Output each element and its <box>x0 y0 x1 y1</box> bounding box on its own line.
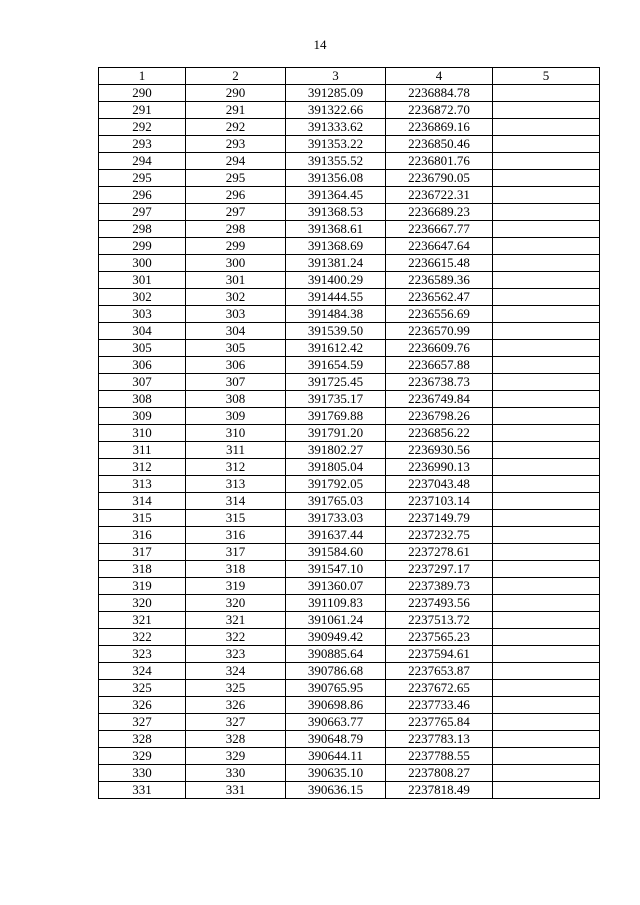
table-row <box>99 629 600 646</box>
table-cell-col-4: 2236722.31 <box>386 187 493 204</box>
table-row <box>99 782 600 799</box>
table-cell-col-4: 2236749.84 <box>386 391 493 408</box>
table-cell-col-5 <box>493 680 600 697</box>
table-cell-col-4: 2237103.14 <box>386 493 493 510</box>
table-cell-col-1: 327 <box>99 714 186 731</box>
page-number: 14 <box>313 37 327 52</box>
table-cell-col-5 <box>493 493 600 510</box>
table-row <box>99 340 600 357</box>
table-cell-col-3: 391802.27 <box>286 442 386 459</box>
table-cell-col-5 <box>493 731 600 748</box>
table-cell-col-3: 391765.03 <box>286 493 386 510</box>
table-cell-col-2: 299 <box>186 238 286 255</box>
table-cell-col-4: 2236570.99 <box>386 323 493 340</box>
table-cell-col-1: 296 <box>99 187 186 204</box>
table-cell-col-4: 2236615.48 <box>386 255 493 272</box>
table-cell-col-5 <box>493 374 600 391</box>
column-header-3: 3 <box>286 68 386 85</box>
table-row <box>99 442 600 459</box>
table-cell-col-1: 319 <box>99 578 186 595</box>
table-cell-col-2: 301 <box>186 272 286 289</box>
table-cell-col-2: 326 <box>186 697 286 714</box>
table-cell-col-5 <box>493 663 600 680</box>
table-cell-col-3: 391444.55 <box>286 289 386 306</box>
table-row <box>99 357 600 374</box>
table-cell-col-3: 391360.07 <box>286 578 386 595</box>
table-cell-col-5 <box>493 340 600 357</box>
table-cell-col-3: 391285.09 <box>286 85 386 102</box>
table-cell-col-1: 293 <box>99 136 186 153</box>
table-cell-col-4: 2236657.88 <box>386 357 493 374</box>
table-cell-col-1: 300 <box>99 255 186 272</box>
table-cell-col-4: 2236667.77 <box>386 221 493 238</box>
table-cell-col-1: 310 <box>99 425 186 442</box>
table-cell-col-1: 301 <box>99 272 186 289</box>
column-header-2: 2 <box>186 68 286 85</box>
table-cell-col-3: 391725.45 <box>286 374 386 391</box>
table-cell-col-1: 318 <box>99 561 186 578</box>
table-cell-col-5 <box>493 85 600 102</box>
table-cell-col-1: 320 <box>99 595 186 612</box>
table-cell-col-3: 391584.60 <box>286 544 386 561</box>
table-cell-col-2: 314 <box>186 493 286 510</box>
table-cell-col-2: 328 <box>186 731 286 748</box>
table-cell-col-2: 302 <box>186 289 286 306</box>
table-row <box>99 731 600 748</box>
table-cell-col-1: 325 <box>99 680 186 697</box>
table-row <box>99 527 600 544</box>
table-cell-col-3: 390885.64 <box>286 646 386 663</box>
table-cell-col-4: 2237808.27 <box>386 765 493 782</box>
table-row <box>99 697 600 714</box>
table-row <box>99 170 600 187</box>
table-cell-col-3: 390635.10 <box>286 765 386 782</box>
table-cell-col-3: 391769.88 <box>286 408 386 425</box>
table-cell-col-1: 316 <box>99 527 186 544</box>
table-cell-col-2: 322 <box>186 629 286 646</box>
table-cell-col-5 <box>493 187 600 204</box>
table-row <box>99 544 600 561</box>
coordinates-table <box>98 67 600 799</box>
table-cell-col-2: 303 <box>186 306 286 323</box>
table-row <box>99 153 600 170</box>
table-row <box>99 612 600 629</box>
table-cell-col-4: 2236647.64 <box>386 238 493 255</box>
table-cell-col-2: 294 <box>186 153 286 170</box>
table-cell-col-4: 2236738.73 <box>386 374 493 391</box>
table-cell-col-5 <box>493 289 600 306</box>
table-cell-col-1: 291 <box>99 102 186 119</box>
table-cell-col-3: 390636.15 <box>286 782 386 799</box>
table-row <box>99 680 600 697</box>
table-cell-col-2: 327 <box>186 714 286 731</box>
table-cell-col-2: 305 <box>186 340 286 357</box>
table-cell-col-4: 2236869.16 <box>386 119 493 136</box>
table-cell-col-5 <box>493 255 600 272</box>
table-row <box>99 238 600 255</box>
table-cell-col-4: 2237389.73 <box>386 578 493 595</box>
table-cell-col-3: 390663.77 <box>286 714 386 731</box>
table-cell-col-4: 2236589.36 <box>386 272 493 289</box>
table-cell-col-4: 2236790.05 <box>386 170 493 187</box>
table-cell-col-2: 304 <box>186 323 286 340</box>
table-row <box>99 408 600 425</box>
table-row <box>99 476 600 493</box>
table-cell-col-5 <box>493 442 600 459</box>
table-cell-col-4: 2237594.61 <box>386 646 493 663</box>
table-cell-col-3: 390644.11 <box>286 748 386 765</box>
table-cell-col-5 <box>493 459 600 476</box>
table-cell-col-3: 391355.52 <box>286 153 386 170</box>
table-cell-col-2: 317 <box>186 544 286 561</box>
table-cell-col-1: 315 <box>99 510 186 527</box>
table-cell-col-5 <box>493 578 600 595</box>
table-cell-col-3: 391381.24 <box>286 255 386 272</box>
table-cell-col-4: 2237232.75 <box>386 527 493 544</box>
table-cell-col-2: 331 <box>186 782 286 799</box>
table-cell-col-1: 305 <box>99 340 186 357</box>
table-cell-col-5 <box>493 510 600 527</box>
table-row <box>99 748 600 765</box>
table-cell-col-3: 390648.79 <box>286 731 386 748</box>
table-cell-col-2: 312 <box>186 459 286 476</box>
table-cell-col-2: 329 <box>186 748 286 765</box>
table-cell-col-2: 319 <box>186 578 286 595</box>
table-cell-col-2: 325 <box>186 680 286 697</box>
table-cell-col-3: 391322.66 <box>286 102 386 119</box>
table-cell-col-3: 391400.29 <box>286 272 386 289</box>
table-cell-col-1: 294 <box>99 153 186 170</box>
table-cell-col-2: 291 <box>186 102 286 119</box>
table-cell-col-5 <box>493 595 600 612</box>
table-cell-col-3: 391654.59 <box>286 357 386 374</box>
table-cell-col-5 <box>493 765 600 782</box>
table-cell-col-1: 303 <box>99 306 186 323</box>
table-cell-col-2: 309 <box>186 408 286 425</box>
table-cell-col-3: 391061.24 <box>286 612 386 629</box>
table-cell-col-5 <box>493 221 600 238</box>
table-row <box>99 510 600 527</box>
table-cell-col-3: 391791.20 <box>286 425 386 442</box>
table-cell-col-2: 290 <box>186 85 286 102</box>
table-row <box>99 561 600 578</box>
table-cell-col-2: 320 <box>186 595 286 612</box>
table-cell-col-4: 2236856.22 <box>386 425 493 442</box>
table-cell-col-2: 298 <box>186 221 286 238</box>
table-cell-col-4: 2236801.76 <box>386 153 493 170</box>
table-cell-col-1: 299 <box>99 238 186 255</box>
table-cell-col-3: 391612.42 <box>286 340 386 357</box>
table-cell-col-3: 391792.05 <box>286 476 386 493</box>
table-cell-col-1: 290 <box>99 85 186 102</box>
table-cell-col-3: 391364.45 <box>286 187 386 204</box>
table-cell-col-4: 2237565.23 <box>386 629 493 646</box>
table-cell-col-1: 328 <box>99 731 186 748</box>
table-cell-col-4: 2237513.72 <box>386 612 493 629</box>
table-cell-col-5 <box>493 646 600 663</box>
table-cell-col-5 <box>493 170 600 187</box>
table-cell-col-5 <box>493 323 600 340</box>
table-cell-col-1: 295 <box>99 170 186 187</box>
table-cell-col-5 <box>493 544 600 561</box>
table-cell-col-4: 2237765.84 <box>386 714 493 731</box>
table-cell-col-3: 391484.38 <box>286 306 386 323</box>
table-cell-col-2: 321 <box>186 612 286 629</box>
table-cell-col-3: 391368.69 <box>286 238 386 255</box>
table-row <box>99 765 600 782</box>
table-cell-col-1: 312 <box>99 459 186 476</box>
table-cell-col-4: 2237297.17 <box>386 561 493 578</box>
table-cell-col-1: 331 <box>99 782 186 799</box>
table-row <box>99 323 600 340</box>
table-cell-col-4: 2237043.48 <box>386 476 493 493</box>
table-cell-col-5 <box>493 714 600 731</box>
table-cell-col-4: 2236930.56 <box>386 442 493 459</box>
table-cell-col-4: 2236798.26 <box>386 408 493 425</box>
table-cell-col-4: 2237672.65 <box>386 680 493 697</box>
table-cell-col-1: 326 <box>99 697 186 714</box>
table-row <box>99 204 600 221</box>
table-cell-col-2: 330 <box>186 765 286 782</box>
table-cell-col-4: 2236872.70 <box>386 102 493 119</box>
table-cell-col-5 <box>493 153 600 170</box>
table-cell-col-3: 391356.08 <box>286 170 386 187</box>
table-row <box>99 272 600 289</box>
table-cell-col-4: 2237149.79 <box>386 510 493 527</box>
table-cell-col-1: 309 <box>99 408 186 425</box>
table-cell-col-5 <box>493 782 600 799</box>
table-cell-col-5 <box>493 204 600 221</box>
table-cell-col-5 <box>493 476 600 493</box>
table-row <box>99 493 600 510</box>
table-row <box>99 459 600 476</box>
table-cell-col-1: 292 <box>99 119 186 136</box>
table-body <box>99 85 600 799</box>
table-cell-col-5 <box>493 119 600 136</box>
table-cell-col-2: 313 <box>186 476 286 493</box>
table-cell-col-1: 323 <box>99 646 186 663</box>
table-cell-col-1: 304 <box>99 323 186 340</box>
table-cell-col-2: 297 <box>186 204 286 221</box>
table-cell-col-2: 307 <box>186 374 286 391</box>
table-cell-col-3: 391109.83 <box>286 595 386 612</box>
table-cell-col-1: 322 <box>99 629 186 646</box>
table-cell-col-4: 2236990.13 <box>386 459 493 476</box>
table-cell-col-3: 391547.10 <box>286 561 386 578</box>
table-cell-col-1: 307 <box>99 374 186 391</box>
table-cell-col-4: 2237278.61 <box>386 544 493 561</box>
table-row <box>99 119 600 136</box>
table-cell-col-4: 2237653.87 <box>386 663 493 680</box>
table-cell-col-5 <box>493 425 600 442</box>
table-cell-col-5 <box>493 527 600 544</box>
table-cell-col-1: 308 <box>99 391 186 408</box>
table-cell-col-3: 391733.03 <box>286 510 386 527</box>
table-cell-col-5 <box>493 561 600 578</box>
table-cell-col-2: 318 <box>186 561 286 578</box>
table-cell-col-2: 310 <box>186 425 286 442</box>
table-cell-col-3: 391368.61 <box>286 221 386 238</box>
table-cell-col-2: 306 <box>186 357 286 374</box>
table-cell-col-3: 391805.04 <box>286 459 386 476</box>
table-cell-col-1: 329 <box>99 748 186 765</box>
table-cell-col-3: 391735.17 <box>286 391 386 408</box>
table-cell-col-2: 293 <box>186 136 286 153</box>
table-cell-col-2: 315 <box>186 510 286 527</box>
table-cell-col-5 <box>493 408 600 425</box>
table-cell-col-3: 390765.95 <box>286 680 386 697</box>
table-cell-col-2: 316 <box>186 527 286 544</box>
table-row <box>99 646 600 663</box>
table-cell-col-3: 390786.68 <box>286 663 386 680</box>
table-cell-col-5 <box>493 136 600 153</box>
table-row <box>99 136 600 153</box>
table-cell-col-4: 2236689.23 <box>386 204 493 221</box>
table-cell-col-2: 295 <box>186 170 286 187</box>
table-cell-col-5 <box>493 102 600 119</box>
table-cell-col-3: 391637.44 <box>286 527 386 544</box>
table-cell-col-4: 2236556.69 <box>386 306 493 323</box>
table-cell-col-4: 2237818.49 <box>386 782 493 799</box>
table-row <box>99 595 600 612</box>
table-header-row <box>99 68 600 85</box>
table-cell-col-5 <box>493 748 600 765</box>
table-cell-col-2: 300 <box>186 255 286 272</box>
table-cell-col-2: 292 <box>186 119 286 136</box>
table-cell-col-1: 324 <box>99 663 186 680</box>
table-cell-col-5 <box>493 272 600 289</box>
table-cell-col-1: 311 <box>99 442 186 459</box>
table-cell-col-4: 2236609.76 <box>386 340 493 357</box>
table-row <box>99 187 600 204</box>
column-header-5: 5 <box>493 68 600 85</box>
table-cell-col-3: 391368.53 <box>286 204 386 221</box>
table-cell-col-3: 391333.62 <box>286 119 386 136</box>
table-row <box>99 425 600 442</box>
table-row <box>99 306 600 323</box>
table-cell-col-1: 330 <box>99 765 186 782</box>
table-cell-col-5 <box>493 391 600 408</box>
table-cell-col-4: 2237733.46 <box>386 697 493 714</box>
table-row <box>99 221 600 238</box>
table-cell-col-3: 391353.22 <box>286 136 386 153</box>
table-cell-col-1: 313 <box>99 476 186 493</box>
table-cell-col-1: 297 <box>99 204 186 221</box>
table-cell-col-4: 2237788.55 <box>386 748 493 765</box>
table-cell-col-5 <box>493 612 600 629</box>
table-cell-col-3: 390949.42 <box>286 629 386 646</box>
table-cell-col-3: 390698.86 <box>286 697 386 714</box>
table-row <box>99 374 600 391</box>
table-row <box>99 255 600 272</box>
table-cell-col-3: 391539.50 <box>286 323 386 340</box>
table-cell-col-5 <box>493 697 600 714</box>
table-row <box>99 289 600 306</box>
table-cell-col-1: 306 <box>99 357 186 374</box>
table-cell-col-1: 298 <box>99 221 186 238</box>
table-row <box>99 663 600 680</box>
table-cell-col-2: 323 <box>186 646 286 663</box>
table-cell-col-2: 308 <box>186 391 286 408</box>
table-cell-col-5 <box>493 357 600 374</box>
table-cell-col-1: 321 <box>99 612 186 629</box>
table-cell-col-1: 317 <box>99 544 186 561</box>
table-row <box>99 85 600 102</box>
column-header-4: 4 <box>386 68 493 85</box>
table-cell-col-1: 302 <box>99 289 186 306</box>
table-row <box>99 391 600 408</box>
table-cell-col-5 <box>493 306 600 323</box>
table-row <box>99 714 600 731</box>
table-cell-col-1: 314 <box>99 493 186 510</box>
table-cell-col-2: 296 <box>186 187 286 204</box>
column-header-1: 1 <box>99 68 186 85</box>
table-cell-col-4: 2236850.46 <box>386 136 493 153</box>
table-cell-col-2: 311 <box>186 442 286 459</box>
table-cell-col-4: 2236884.78 <box>386 85 493 102</box>
table-cell-col-4: 2237783.13 <box>386 731 493 748</box>
table-cell-col-5 <box>493 629 600 646</box>
table-cell-col-5 <box>493 238 600 255</box>
table-row <box>99 102 600 119</box>
table-row <box>99 578 600 595</box>
table-cell-col-4: 2237493.56 <box>386 595 493 612</box>
table-cell-col-4: 2236562.47 <box>386 289 493 306</box>
table-cell-col-2: 324 <box>186 663 286 680</box>
